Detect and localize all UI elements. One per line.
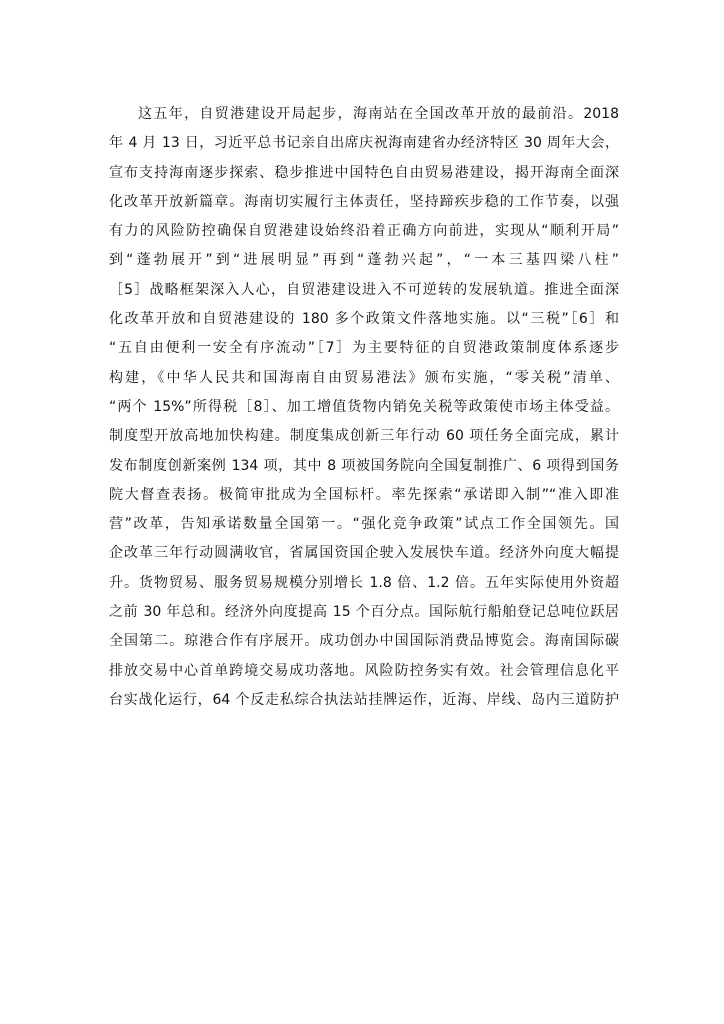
text-line: “五自由便利一安全有序流动”［7］为主要特征的自贸港政策制度体系逐步 [109,340,619,357]
text-line: ［5］战略框架深入人心，自贸港建设进入不可逆转的发展轨道。推进全面深 [109,281,619,298]
text-line: 这五年，自贸港建设开局起步，海南站在全国改革开放的最前沿。2018 [138,106,619,122]
text-line: 排放交易中心首单跨境交易成功落地。风险防控务实有效。社会管理信息化平 [109,662,619,679]
text-line: 制度型开放高地加快构建。制度集成创新三年行动 60 项任务全面完成，累计 [109,428,619,445]
text-line: 发布制度创新案例 134 项，其中 8 项被国务院向全国复制推广、6 项得到国务 [109,457,619,474]
text-line: 化改革开放和自贸港建设的 180 多个政策文件落地实施。以“三税”［6］和 [109,311,619,328]
text-line: 之前 30 年总和。经济外向度提高 15 个百分点。国际航行船舶登记总吨位跃居 [109,604,619,621]
text-line: 宣布支持海南逐步探索、稳步推进中国特色自由贸易港建设，揭开海南全面深 [109,164,619,181]
text-line: 有力的风险防控确保自贸港建设始终沿着正确方向前进，实现从“顺利开局” [109,223,619,240]
text-line: 化改革开放新篇章。海南切实履行主体责任，坚持蹄疾步稳的工作节奏，以强 [109,193,619,210]
text-line: 构建，《中华人民共和国海南自由贸易港法》颁布实施，“零关税”清单、 [109,369,619,386]
text-line: 年 4 月 13 日，习近平总书记亲自出席庆祝海南建省办经济特区 30 周年大会， [109,135,619,152]
text-line: “两个 15%”所得税［8］、加工增值货物内销免关税等政策使市场主体受益。 [109,398,619,415]
text-line: 院大督查表扬。极简审批成为全国标杆。率先探索“承诺即入制”“准入即准 [109,486,619,503]
text-line: 营”改革，告知承诺数量全国第一。“强化竞争政策”试点工作全国领先。国 [109,516,619,533]
text-line: 全国第二。琼港合作有序展开。成功创办中国国际消费品博览会。海南国际碳 [109,633,619,650]
body-paragraph [109,100,619,715]
text-line: 到“蓬勃展开”到“进展明显”再到“蓬勃兴起”，“一本三基四梁八柱” [109,252,619,269]
text-line: 升。货物贸易、服务贸易规模分别增长 1.8 倍、1.2 倍。五年实际使用外资超 [109,574,619,591]
text-line: 企改革三年行动圆满收官，省属国资国企驶入发展快车道。经济外向度大幅提 [109,545,619,562]
text-line: 台实战化运行，64 个反走私综合执法站挂牌运作，近海、岸线、岛内三道防护 [109,691,619,708]
